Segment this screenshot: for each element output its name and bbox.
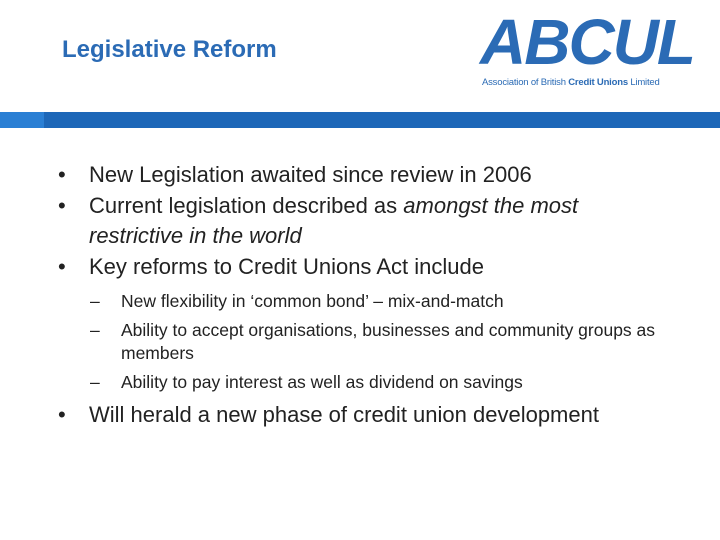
sub-list: [58, 290, 678, 394]
dash-marker: –: [90, 291, 100, 311]
slide-title: Legislative Reform: [62, 36, 277, 63]
dash-marker: –: [90, 320, 100, 340]
header-band: [0, 112, 720, 128]
sub-bullet-item: [58, 319, 678, 365]
bullet-marker: •: [58, 193, 66, 218]
sub-bullet-item: [58, 290, 678, 313]
bullet-text: Key reforms to Credit Unions Act include: [89, 254, 484, 279]
slide-body: [58, 160, 678, 431]
bullet-item: [58, 160, 678, 190]
bullet-emphasis: amongst the most restrictive in the world: [89, 193, 579, 248]
bullet-text: Will herald a new phase of credit union development: [89, 402, 599, 427]
bullet-marker: •: [58, 254, 66, 279]
logo-tagline-bold: Credit Unions: [568, 77, 628, 88]
bullet-item: [58, 191, 678, 251]
sub-bullet-text: Ability to pay interest as well as dividend on savings: [121, 372, 523, 392]
bullet-item: [58, 400, 678, 430]
bullet-text: Current legislation described as: [89, 193, 404, 218]
logo-tagline-part1: Association of British: [482, 77, 569, 88]
bullet-marker: •: [58, 402, 66, 427]
logo-tagline: [482, 77, 660, 88]
bullet-marker: •: [58, 162, 66, 187]
bullet-text: New Legislation awaited since review in 2006: [89, 162, 532, 187]
dash-marker: –: [90, 372, 100, 392]
logo-wordmark: ABCUL: [480, 6, 694, 78]
header-band-accent: [0, 112, 44, 128]
logo-tagline-part2: Limited: [627, 77, 660, 88]
sub-bullet-text: Ability to accept organisations, businesses and community groups as members: [121, 320, 656, 363]
bullet-item: [58, 252, 678, 282]
sub-bullet-text: New flexibility in ‘common bond’ – mix-and-match: [121, 291, 504, 311]
sub-bullet-item: [58, 371, 678, 394]
abcul-logo: [474, 6, 700, 92]
